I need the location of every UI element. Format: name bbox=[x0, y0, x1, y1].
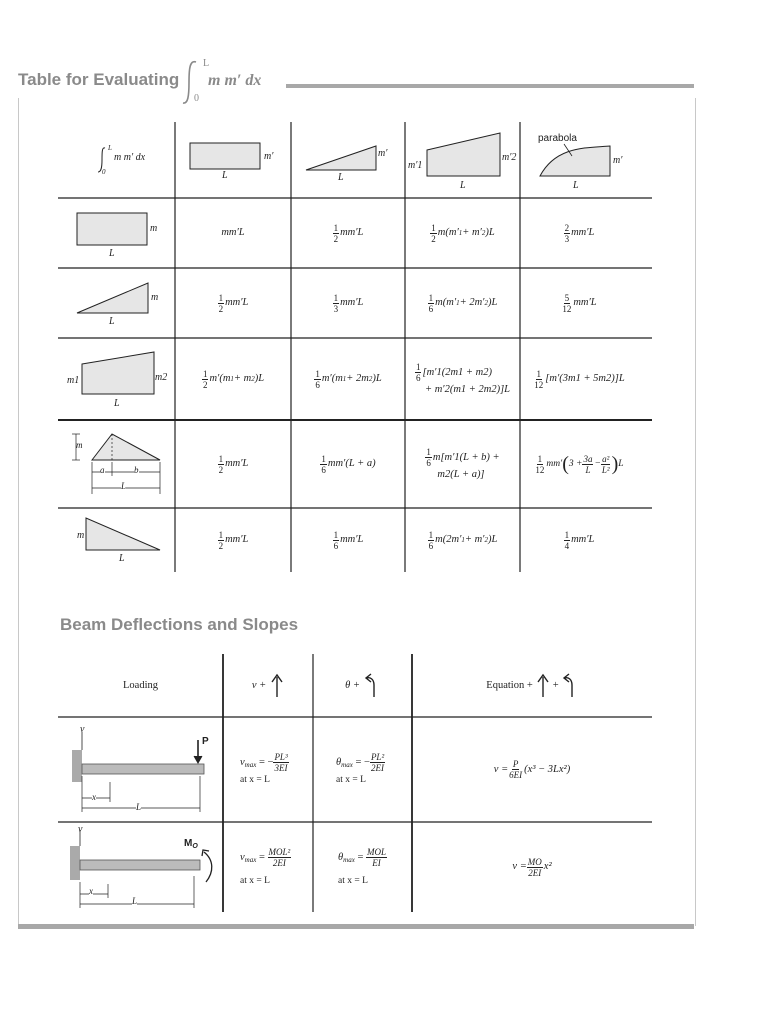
corner-lower: 0 bbox=[102, 168, 106, 176]
equation-row1: v = $\frac{P}{6EI}$ (x³ − 3Lx²) bbox=[493, 759, 571, 780]
cell-r1c1: mm′L bbox=[221, 227, 245, 238]
header-equation: Equation + + bbox=[412, 654, 652, 717]
cell-r5c4: $\frac{1}{4}$ mm′L bbox=[564, 529, 595, 551]
cell-r2c3: $\frac{1}{6}$ m(m′ 1 + 2m′ 2 )L bbox=[428, 292, 498, 314]
cell-r1c3: $\frac{1}{2}$ m(m′ 1 + m′ 2 )L bbox=[431, 222, 495, 244]
cell-r5c1: $\frac{1}{2}$ mm′L bbox=[218, 529, 249, 551]
header4-parabola-label: parabola bbox=[538, 133, 577, 144]
header-theta: θ + bbox=[313, 654, 412, 717]
row3-m1-label: m1 bbox=[67, 375, 80, 386]
row5-L-label: L bbox=[119, 553, 125, 564]
header-v: v + bbox=[223, 654, 313, 717]
beam1-L-label: L bbox=[136, 802, 142, 812]
cell-r3c3: $\frac{1}{6}$ [m′1(2m1 + m2) + m′2(m1 + 2m2)]L bbox=[415, 361, 510, 395]
row2-m-label: m bbox=[151, 292, 159, 303]
corner-upper: L bbox=[108, 144, 112, 152]
header4-L-label: L bbox=[573, 180, 579, 191]
theta-row2: $\theta_{max}$ = $\frac{\text{MOL}}{EI}$ at x = L bbox=[338, 846, 387, 886]
corner-label: m m′ dx bbox=[114, 152, 146, 163]
cell-r1c4: $\frac{2}{3}$ mm′L bbox=[564, 222, 595, 244]
cell-r4c4: $\frac{1}{12}$ mm′ ( 3 + $\frac{3a}{L}$ − $\frac{\text{a²}}{\text{L²}}$ ) L bbox=[535, 453, 624, 475]
header4-m-label: m′ bbox=[613, 155, 623, 166]
cell-r3c1: $\frac{1}{2}$ m′(m 1 + m 2 )L bbox=[202, 368, 265, 390]
beam2-M-label: $M_O$ bbox=[184, 838, 198, 850]
integrand: m m′ dx bbox=[208, 72, 262, 89]
header3-m1-label: m′1 bbox=[408, 160, 423, 171]
cell-r4c2: $\frac{1}{6}$ mm′(L + a) bbox=[321, 453, 376, 475]
table1-title: Table for Evaluating bbox=[18, 70, 180, 89]
cell-r5c2: $\frac{1}{6}$ mm′L bbox=[333, 529, 364, 551]
cell-r4c3: $\frac{1}{6}$ m[m′1(L + b) + m2(L + a)] bbox=[426, 446, 500, 480]
header2-L-label: L bbox=[338, 172, 344, 183]
beam-diagram-point-load bbox=[62, 722, 222, 818]
beam-diagram-moment-load bbox=[62, 826, 222, 914]
cell-r2c2: $\frac{1}{3}$ mm′L bbox=[333, 292, 364, 314]
integral-upper: L bbox=[203, 58, 210, 69]
vmax-row2: $v_{max}$ = $\frac{\text{MOL²}}{2EI}$ at x = L bbox=[240, 846, 291, 886]
vmax-row1: $v_{max}$ = − $\frac{\text{PL³}}{3EI}$ at x = L bbox=[240, 752, 288, 785]
ccw-rotation-icon bbox=[562, 673, 578, 699]
row4-b-label: b bbox=[134, 465, 139, 475]
header3-m2-label: m′2 bbox=[502, 152, 517, 163]
row1-m-label: m bbox=[150, 223, 158, 234]
header1-m-label: m′ bbox=[264, 151, 274, 162]
header3-L-label: L bbox=[460, 180, 466, 191]
header1-L-label: L bbox=[222, 170, 228, 181]
header-loading: Loading bbox=[123, 679, 158, 691]
row3-L-label: L bbox=[114, 398, 120, 409]
integral-lower: 0 bbox=[194, 93, 199, 104]
row4-m-label: m bbox=[76, 440, 83, 450]
row5-m-label: m bbox=[77, 530, 85, 541]
beam1-x-label: x bbox=[92, 792, 96, 802]
cell-r4c1: $\frac{1}{2}$ mm′L bbox=[218, 453, 249, 475]
beam2-x-label: x bbox=[89, 886, 93, 896]
row1-L-label: L bbox=[109, 248, 115, 259]
header2-m-label: m′ bbox=[378, 148, 388, 159]
beam2-L-label: L bbox=[132, 896, 138, 906]
ccw-rotation-icon bbox=[364, 673, 380, 699]
row4-L-label: L bbox=[121, 481, 127, 491]
theta-row1: $\theta_{max}$ = − $\frac{\text{PL²}}{2EI}$ at x = L bbox=[336, 752, 385, 785]
row3-m2-label: m2 bbox=[155, 372, 168, 383]
row4-a-label: a bbox=[100, 465, 105, 475]
beam1-v-label: v bbox=[80, 724, 85, 735]
cell-r3c4: $\frac{1}{12}$ [m′(3m1 + 5m2)]L bbox=[534, 368, 625, 390]
row2-L-label: L bbox=[109, 316, 115, 327]
equation-row2: v = $\frac{MO}{2EI}$ x² bbox=[512, 856, 552, 878]
cell-r3c2: $\frac{1}{6}$ m′(m 1 + 2m 2 )L bbox=[315, 368, 382, 390]
beam1-P-label: P bbox=[202, 736, 209, 747]
cell-r2c1: $\frac{1}{2}$ mm′L bbox=[218, 292, 249, 314]
arrow-up-icon bbox=[536, 673, 550, 699]
beam2-v-label: v bbox=[78, 824, 83, 835]
cell-r1c2: $\frac{1}{2}$ mm′L bbox=[333, 222, 364, 244]
table2-title: Beam Deflections and Slopes bbox=[60, 615, 299, 634]
cell-r2c4: $\frac{5}{12}$ mm′L bbox=[562, 292, 597, 314]
cell-r5c3: $\frac{1}{6}$ m(2m′ 1 + m′ 2 )L bbox=[428, 529, 498, 551]
arrow-up-icon bbox=[270, 673, 284, 699]
